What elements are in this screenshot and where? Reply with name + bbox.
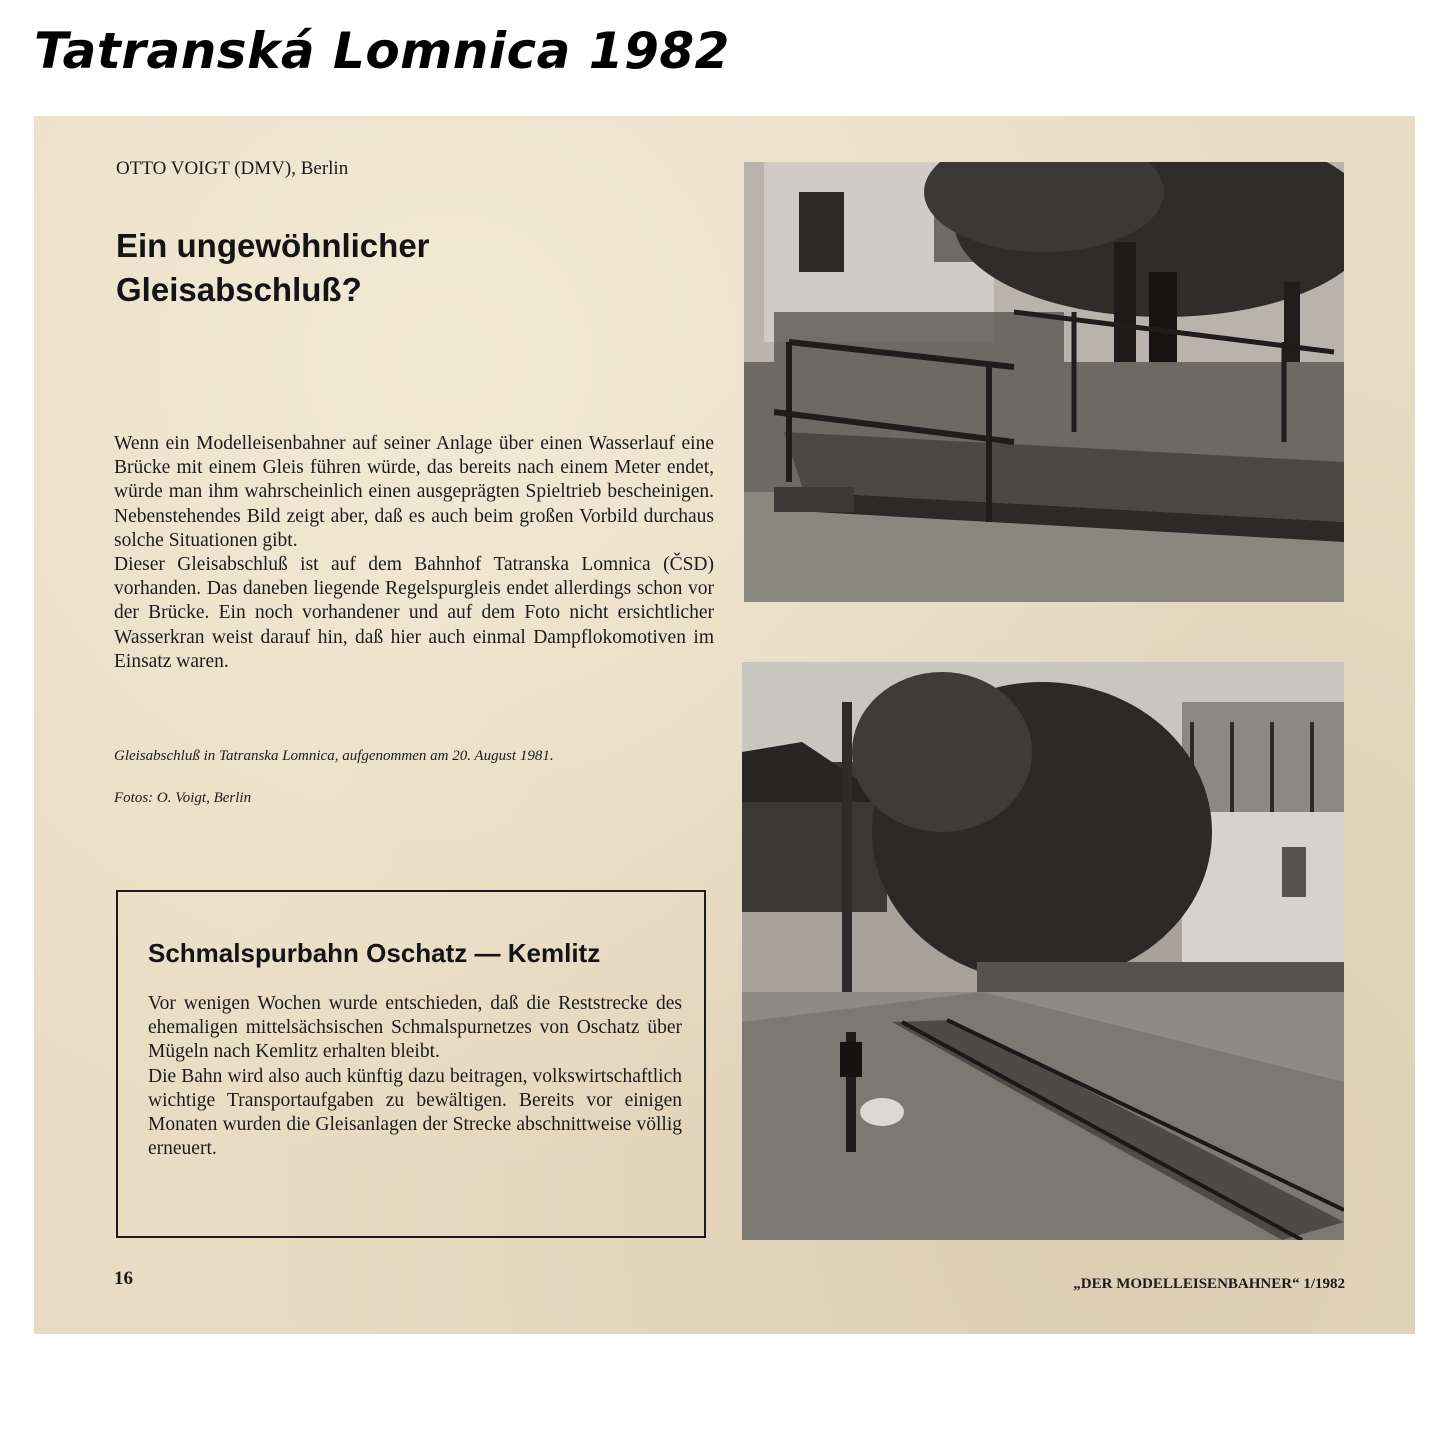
station-photo <box>742 662 1344 1240</box>
headline-line-1: Ein ungewöhnlicher <box>116 227 430 264</box>
magazine-scan <box>34 116 1415 1334</box>
page-title: Tatranská Lomnica 1982 <box>34 22 730 80</box>
photo-credit: Fotos: O. Voigt, Berlin <box>114 790 252 806</box>
bridge-photo <box>744 162 1344 602</box>
article-paragraph-2: Dieser Gleisabschluß ist auf dem Bahnhof Tatranska Lomnica (ČSD) vorhanden. Das daneben liegende Regelspurgleis endet allerdings schon vor der Brücke. Ein noch vorhandener und auf dem Foto nicht ersichtlicher Wasserkran weist darauf hin, daß hier auch einmal Dampflokomotiven im Einsatz waren. <box>114 554 714 672</box>
news-box-body <box>148 992 682 1161</box>
news-box <box>116 890 706 1238</box>
news-box-paragraph-1: Vor wenigen Wochen wurde entschieden, daß die Reststrecke des ehemaligen mittelsächsischen Schmalspurnetzes von Oschatz über Mügeln nach Kemlitz erhalten bleibt. <box>148 993 682 1063</box>
article-paragraph-1: Wenn ein Modelleisenbahner auf seiner Anlage über einen Wasserlauf eine Brücke mit einem Gleis führen würde, das bereits nach einem Meter endet, würde man ihm wahrscheinlich einen ausgeprägten Spieltrieb bescheinigen. Nebenstehendes Bild zeigt aber, daß es auch beim großen Vorbild durchaus solche Situationen gibt. <box>114 433 714 551</box>
headline-line-2: Gleisabschluß? <box>116 271 362 308</box>
news-box-paragraph-2: Die Bahn wird also auch künftig dazu beitragen, volkswirtschaftlich wichtige Transportaufgaben zu bewältigen. Bereits vor einigen Monaten wurden die Gleisanlagen der Strecke abschnittweise völlig erneuert. <box>148 1065 682 1160</box>
article-headline <box>116 224 636 312</box>
article-body <box>114 432 714 674</box>
page-number: 16 <box>114 1268 133 1289</box>
photo-caption: Gleisabschluß in Tatranska Lomnica, aufgenommen am 20. August 1981. <box>114 748 554 764</box>
news-box-title: Schmalspurbahn Oschatz — Kemlitz <box>148 938 601 968</box>
journal-name: „DER MODELLEISENBAHNER“ 1/1982 <box>1073 1276 1345 1292</box>
article-author: OTTO VOIGT (DMV), Berlin <box>116 158 349 179</box>
